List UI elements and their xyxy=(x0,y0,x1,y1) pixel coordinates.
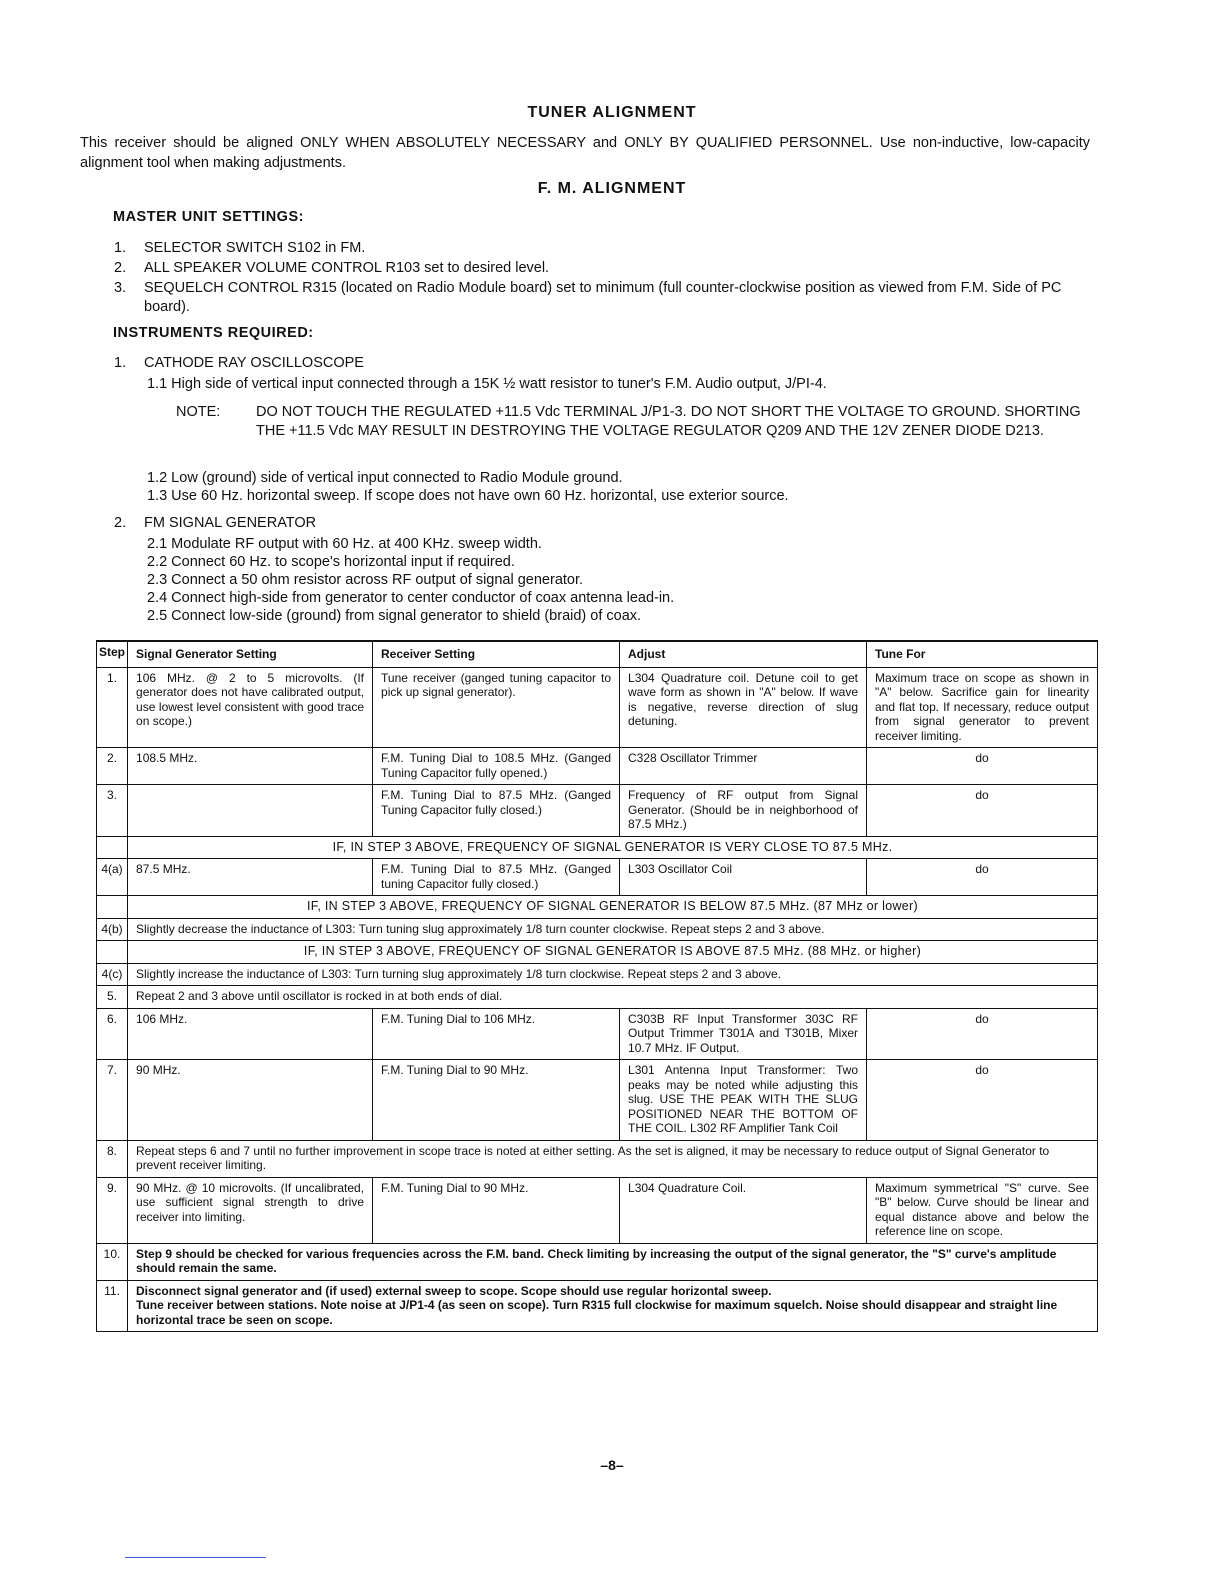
table-row xyxy=(97,918,1098,941)
instruction-cell: Step 9 should be checked for various frequencies across the F.M. band. Check limiting by increasing the output of the signal generator, the "S" curve's amplitude should remain the same. xyxy=(128,1243,1098,1280)
step-cell: 9. xyxy=(97,1177,128,1243)
receiver-cell: F.M. Tuning Dial to 106 MHz. xyxy=(373,1008,620,1060)
step-cell: 5. xyxy=(97,986,128,1009)
banner-row xyxy=(97,896,1098,919)
instruction-cell: Repeat steps 6 and 7 until no further improvement in scope trace is noted at either setting. As the set is aligned, it may be necessary to reduce output of Signal Generator to prevent receiver limiting. xyxy=(128,1140,1098,1177)
alignment-table xyxy=(96,640,1098,1332)
instruments-heading: INSTRUMENTS REQUIRED: xyxy=(113,325,314,341)
item-text: SEQUELCH CONTROL R315 (located on Radio Module board) set to minimum (full counter-clockwise position as viewed from F.M. Side of PC board). xyxy=(144,280,1062,315)
receiver-cell: F.M. Tuning Dial to 108.5 MHz. (Ganged Tuning Capacitor fully opened.) xyxy=(373,748,620,785)
instruction-cell: Slightly increase the inductance of L303: Turn turning slug approximately 1/8 turn clockwise. Repeat steps 2 and 3 above. xyxy=(128,963,1098,986)
adjust-cell: L304 Quadrature Coil. xyxy=(620,1177,867,1243)
generator-step-2-2: 2.2 Connect 60 Hz. to scope's horizontal input if required. xyxy=(147,554,515,570)
tune-cell: do xyxy=(867,748,1098,785)
instrument-generator xyxy=(114,514,1094,533)
banner-row xyxy=(97,836,1098,859)
step-cell xyxy=(97,836,128,859)
receiver-cell: F.M. Tuning Dial to 90 MHz. xyxy=(373,1177,620,1243)
scope-step-1-2: 1.2 Low (ground) side of vertical input connected to Radio Module ground. xyxy=(147,470,623,486)
footnote-rule xyxy=(125,1557,266,1558)
step-cell: 3. xyxy=(97,785,128,837)
generator-step-2-3: 2.3 Connect a 50 ohm resistor across RF output of signal generator. xyxy=(147,572,584,588)
step-cell: 10. xyxy=(97,1243,128,1280)
header-step: Step xyxy=(97,641,128,667)
adjust-cell: L301 Antenna Input Transformer: Two peaks may be noted while adjusting this slug. USE THE PEAK WITH THE SLUG POSITIONED NEAR THE BOTTOM OF THE COIL. L302 RF Amplifier Tank Coil xyxy=(620,1060,867,1141)
step-cell: 4(a) xyxy=(97,859,128,896)
receiver-cell: F.M. Tuning Dial to 87.5 MHz. (Ganged tuning Capacitor fully closed.) xyxy=(373,859,620,896)
tune-cell: do xyxy=(867,859,1098,896)
scope-step-1-3: 1.3 Use 60 Hz. horizontal sweep. If scope does not have own 60 Hz. horizontal, use exterior source. xyxy=(147,488,789,504)
step-cell: 1. xyxy=(97,667,128,748)
item-number: 2. xyxy=(114,515,127,531)
step-cell: 11. xyxy=(97,1280,128,1332)
item-number: 1. xyxy=(114,355,127,371)
header-signal-generator: Signal Generator Setting xyxy=(128,641,373,667)
page-number: –8– xyxy=(600,1457,624,1473)
generator-cell: 106 MHz. xyxy=(128,1008,373,1060)
table-row xyxy=(97,748,1098,785)
instruction-line: Tune receiver between stations. Note noise at J/P1-4 (as seen on scope). Turn R315 full clockwise for maximum squelch. Noise should disappear and straight line horizontal trace be seen on scope. xyxy=(136,1298,1058,1327)
item-number: 2. xyxy=(114,260,127,276)
generator-cell: 87.5 MHz. xyxy=(128,859,373,896)
generator-cell: 106 MHz. @ 2 to 5 microvolts. (If generator does not have calibrated output, use lowest level consistent with good trace on scope.) xyxy=(128,667,373,748)
step-cell: 4(c) xyxy=(97,963,128,986)
table-row xyxy=(97,1280,1098,1332)
item-text: ALL SPEAKER VOLUME CONTROL R103 set to desired level. xyxy=(144,260,550,276)
receiver-cell: Tune receiver (ganged tuning capacitor to pick up signal generator). xyxy=(373,667,620,748)
instruction-line: Disconnect signal generator and (if used) external sweep to scope. Scope should use regular horizontal sweep. xyxy=(136,1283,772,1298)
table-row xyxy=(97,1243,1098,1280)
table-row xyxy=(97,1060,1098,1141)
table-row xyxy=(97,986,1098,1009)
instruction-cell: Slightly decrease the inductance of L303: Turn tuning slug approximately 1/8 turn counter clockwise. Repeat steps 2 and 3 above. xyxy=(128,918,1098,941)
intro-paragraph: This receiver should be aligned ONLY WHEN ABSOLUTELY NECESSARY and ONLY BY QUALIFIED PERSONNEL. Use non-inductive, low-capacity alignment tool when making adjustments. xyxy=(80,135,1090,171)
generator-cell: 90 MHz. @ 10 microvolts. (If uncalibrated, use sufficient signal strength to drive receiver into limiting. xyxy=(128,1177,373,1243)
item-text: FM SIGNAL GENERATOR xyxy=(144,515,317,531)
item-text: SELECTOR SWITCH S102 in FM. xyxy=(144,240,366,256)
banner-row xyxy=(97,941,1098,964)
step-cell xyxy=(97,896,128,919)
receiver-cell: F.M. Tuning Dial to 87.5 MHz. (Ganged Tuning Capacitor fully closed.) xyxy=(373,785,620,837)
step-cell: 4(b) xyxy=(97,918,128,941)
item-text: CATHODE RAY OSCILLOSCOPE xyxy=(144,355,364,371)
adjust-cell: L303 Oscillator Coil xyxy=(620,859,867,896)
step-cell: 7. xyxy=(97,1060,128,1141)
instruction-cell: Repeat 2 and 3 above until oscillator is rocked in at both ends of dial. xyxy=(128,986,1098,1009)
header-adjust: Adjust xyxy=(620,641,867,667)
page-title: TUNER ALIGNMENT xyxy=(527,104,697,121)
table-row xyxy=(97,1008,1098,1060)
tune-cell: Maximum trace on scope as shown in "A" below. Sacrifice gain for linearity and flat top. If necessary, reduce output from signal generator to prevent receiver limiting. xyxy=(867,667,1098,748)
condition-banner: IF, IN STEP 3 ABOVE, FREQUENCY OF SIGNAL GENERATOR IS ABOVE 87.5 MHz. (88 MHz. or higher) xyxy=(128,941,1098,964)
condition-banner: IF, IN STEP 3 ABOVE, FREQUENCY OF SIGNAL GENERATOR IS BELOW 87.5 MHz. (87 MHz or lower) xyxy=(128,896,1098,919)
tune-cell: do xyxy=(867,1060,1098,1141)
step-cell: 6. xyxy=(97,1008,128,1060)
master-item-3 xyxy=(114,279,1094,317)
item-number: 1. xyxy=(114,240,127,256)
instruction-cell xyxy=(128,1280,1098,1332)
tune-cell: do xyxy=(867,785,1098,837)
table-row xyxy=(97,963,1098,986)
table-row xyxy=(97,1140,1098,1177)
master-item-1 xyxy=(114,239,1094,258)
note-text: DO NOT TOUCH THE REGULATED +11.5 Vdc TERMINAL J/P1-3. DO NOT SHORT THE VOLTAGE TO GROUND. SHORTING THE +11.5 Vdc MAY RESULT IN DESTROYING THE VOLTAGE REGULATOR Q209 AND THE 12V ZENER DIODE D213. xyxy=(256,404,1081,439)
master-item-2 xyxy=(114,259,1094,278)
adjust-cell: Frequency of RF output from Signal Generator. (Should be in neighborhood of 87.5 MHz.) xyxy=(620,785,867,837)
table-row xyxy=(97,667,1098,748)
generator-cell: 108.5 MHz. xyxy=(128,748,373,785)
master-settings-heading: MASTER UNIT SETTINGS: xyxy=(113,209,304,225)
step-cell: 2. xyxy=(97,748,128,785)
table-row xyxy=(97,1177,1098,1243)
generator-cell xyxy=(128,785,373,837)
generator-step-2-5: 2.5 Connect low-side (ground) from signal generator to shield (braid) of coax. xyxy=(147,608,642,624)
note-label: NOTE: xyxy=(176,404,221,420)
instrument-scope xyxy=(114,354,1094,373)
adjust-cell: L304 Quadrature coil. Detune coil to get wave form as shown in "A" below. If wave is negative, reverse direction of slug detuning. xyxy=(620,667,867,748)
table-row xyxy=(97,859,1098,896)
header-receiver-setting: Receiver Setting xyxy=(373,641,620,667)
table-header-row xyxy=(97,641,1098,667)
condition-banner: IF, IN STEP 3 ABOVE, FREQUENCY OF SIGNAL GENERATOR IS VERY CLOSE TO 87.5 MHz. xyxy=(128,836,1098,859)
generator-step-2-4: 2.4 Connect high-side from generator to center conductor of coax antenna lead-in. xyxy=(147,590,675,606)
receiver-cell: F.M. Tuning Dial to 90 MHz. xyxy=(373,1060,620,1141)
generator-step-2-1: 2.1 Modulate RF output with 60 Hz. at 400 KHz. sweep width. xyxy=(147,536,542,552)
generator-cell: 90 MHz. xyxy=(128,1060,373,1141)
step-cell xyxy=(97,941,128,964)
adjust-cell: C328 Oscillator Trimmer xyxy=(620,748,867,785)
tune-cell: do xyxy=(867,1008,1098,1060)
fm-alignment-heading: F. M. ALIGNMENT xyxy=(537,180,687,197)
tune-cell: Maximum symmetrical "S" curve. See "B" below. Curve should be linear and equal distance above and below the reference line on scope. xyxy=(867,1177,1098,1243)
adjust-cell: C303B RF Input Transformer 303C RF Output Trimmer T301A and T301B, Mixer 10.7 MHz. IF Output. xyxy=(620,1008,867,1060)
header-tune-for: Tune For xyxy=(867,641,1098,667)
step-cell: 8. xyxy=(97,1140,128,1177)
scope-step-1-1: 1.1 High side of vertical input connected through a 15K ½ watt resistor to tuner's F.M. Audio output, J/PI-4. xyxy=(147,376,827,392)
item-number: 3. xyxy=(114,280,127,296)
table-row xyxy=(97,785,1098,837)
